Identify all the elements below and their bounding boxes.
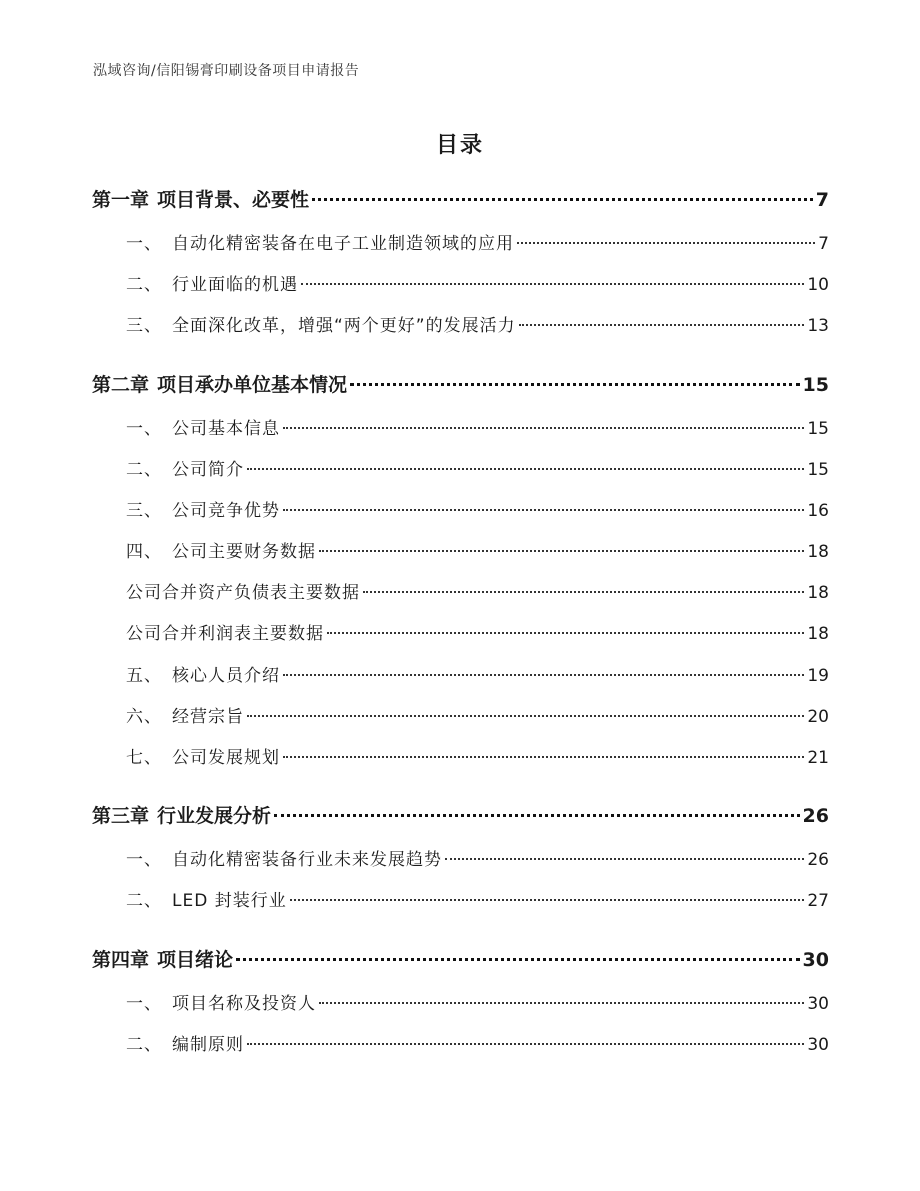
toc-dot-leader: [283, 427, 804, 429]
toc-entry-label: 公司发展规划: [172, 748, 280, 768]
toc-section-entry[interactable]: [126, 743, 829, 773]
toc-dot-leader: [319, 1002, 804, 1004]
toc-entry-number: 四、: [126, 542, 162, 562]
toc-dot-leader: [301, 283, 804, 285]
toc-entry-number: 七、: [126, 748, 162, 768]
toc-entry-label: 公司主要财务数据: [172, 542, 316, 562]
toc-section-entry[interactable]: [126, 1030, 829, 1060]
toc-dot-leader: [312, 198, 813, 201]
toc-dot-leader: [247, 468, 804, 470]
toc-entry-page-number: 15: [807, 419, 829, 439]
toc-dot-leader: [283, 509, 804, 511]
document-header: 泓域咨询/信阳锡膏印刷设备项目申请报告: [93, 63, 360, 79]
toc-entry-page-number: 30: [802, 949, 829, 971]
toc-entry-page-number: 13: [807, 316, 829, 336]
toc-entry-number: 二、: [126, 460, 162, 480]
toc-section-entry[interactable]: [126, 578, 829, 608]
toc-dot-leader: [350, 383, 800, 386]
toc-entry-number: 一、: [126, 419, 162, 439]
toc-entry-page-number: 30: [807, 994, 829, 1014]
toc-entry-label: 项目名称及投资人: [172, 994, 316, 1014]
toc-entry-label: 行业发展分析: [157, 805, 272, 827]
toc-entry-page-number: 18: [807, 583, 829, 603]
toc-entry-number: 三、: [126, 501, 162, 521]
toc-entry-number: 第四章: [92, 949, 150, 971]
toc-dot-leader: [247, 715, 804, 717]
toc-entry-number: 一、: [126, 994, 162, 1014]
toc-entry-label: 经营宗旨: [172, 707, 244, 727]
toc-section-entry[interactable]: [126, 414, 829, 444]
toc-entry-number: 二、: [126, 275, 162, 295]
toc-dot-leader: [319, 550, 804, 552]
toc-entry-label: 自动化精密装备在电子工业制造领域的应用: [172, 234, 514, 254]
toc-dot-leader: [445, 858, 804, 860]
toc-section-entry[interactable]: [126, 270, 829, 300]
toc-entry-number: 二、: [126, 1035, 162, 1055]
toc-entry-page-number: 27: [807, 891, 829, 911]
toc-section-entry[interactable]: [126, 496, 829, 526]
toc-chapter-entry[interactable]: [92, 370, 829, 400]
toc-entry-label: 自动化精密装备行业未来发展趋势: [172, 850, 442, 870]
toc-entry-page-number: 7: [818, 234, 829, 254]
toc-entry-number: 五、: [126, 666, 162, 686]
toc-entry-number: 第二章: [92, 374, 150, 396]
toc-section-entry[interactable]: [126, 989, 829, 1019]
toc-section-entry[interactable]: [126, 311, 829, 341]
toc-entry-label: 核心人员介绍: [172, 666, 280, 686]
toc-entry-page-number: 18: [807, 542, 829, 562]
toc-dot-leader: [290, 899, 805, 901]
toc-entry-page-number: 21: [807, 748, 829, 768]
toc-section-entry[interactable]: [126, 455, 829, 485]
toc-entry-label: 公司合并利润表主要数据: [126, 624, 324, 644]
toc-dot-leader: [236, 958, 800, 961]
toc-chapter-entry[interactable]: [92, 945, 829, 975]
toc-entry-number: 第一章: [92, 189, 150, 211]
toc-entry-label: 行业面临的机遇: [172, 275, 298, 295]
toc-entry-label: LED 封装行业: [172, 891, 287, 911]
toc-entry-page-number: 26: [807, 850, 829, 870]
toc-entry-number: 一、: [126, 234, 162, 254]
toc-chapter-entry[interactable]: [92, 185, 829, 215]
toc-entry-label: 全面深化改革，增强“两个更好”的发展活力: [172, 316, 516, 336]
toc-chapter-entry[interactable]: [92, 801, 829, 831]
toc-entry-page-number: 18: [807, 624, 829, 644]
toc-entry-number: 六、: [126, 707, 162, 727]
toc-entry-label: 公司基本信息: [172, 419, 280, 439]
toc-entry-page-number: 15: [802, 374, 829, 396]
toc-entry-number: 第三章: [92, 805, 150, 827]
toc-entry-number: 一、: [126, 850, 162, 870]
toc-dot-leader: [517, 242, 815, 244]
toc-entry-page-number: 10: [807, 275, 829, 295]
toc-section-entry[interactable]: [126, 702, 829, 732]
toc-entry-label: 公司简介: [172, 460, 244, 480]
toc-dot-leader: [327, 632, 804, 634]
toc-entry-page-number: 16: [807, 501, 829, 521]
toc-entry-number: 二、: [126, 891, 162, 911]
toc-dot-leader: [519, 324, 805, 326]
toc-dot-leader: [247, 1043, 804, 1045]
toc-entry-page-number: 26: [802, 805, 829, 827]
toc-entry-page-number: 7: [815, 189, 829, 211]
toc-entry-label: 编制原则: [172, 1035, 244, 1055]
toc-section-entry[interactable]: [126, 537, 829, 567]
toc-section-entry[interactable]: [126, 619, 829, 649]
toc-entry-page-number: 30: [807, 1035, 829, 1055]
toc-dot-leader: [283, 756, 804, 758]
toc-dot-leader: [363, 591, 804, 593]
toc-section-entry[interactable]: [126, 886, 829, 916]
toc-section-entry[interactable]: [126, 229, 829, 259]
toc-title: 目录: [435, 133, 484, 158]
toc-entry-page-number: 20: [807, 707, 829, 727]
toc-entry-label: 项目承办单位基本情况: [157, 374, 348, 396]
toc-entry-label: 公司合并资产负债表主要数据: [126, 583, 360, 603]
toc-dot-leader: [274, 814, 800, 817]
toc-entry-label: 公司竞争优势: [172, 501, 280, 521]
toc-entry-page-number: 19: [807, 666, 829, 686]
toc-entry-label: 项目绪论: [157, 949, 234, 971]
toc-entry-label: 项目背景、必要性: [157, 189, 310, 211]
toc-dot-leader: [283, 674, 804, 676]
toc-entry-page-number: 15: [807, 460, 829, 480]
toc-section-entry[interactable]: [126, 845, 829, 875]
toc-section-entry[interactable]: [126, 661, 829, 691]
toc-entry-number: 三、: [126, 316, 162, 336]
